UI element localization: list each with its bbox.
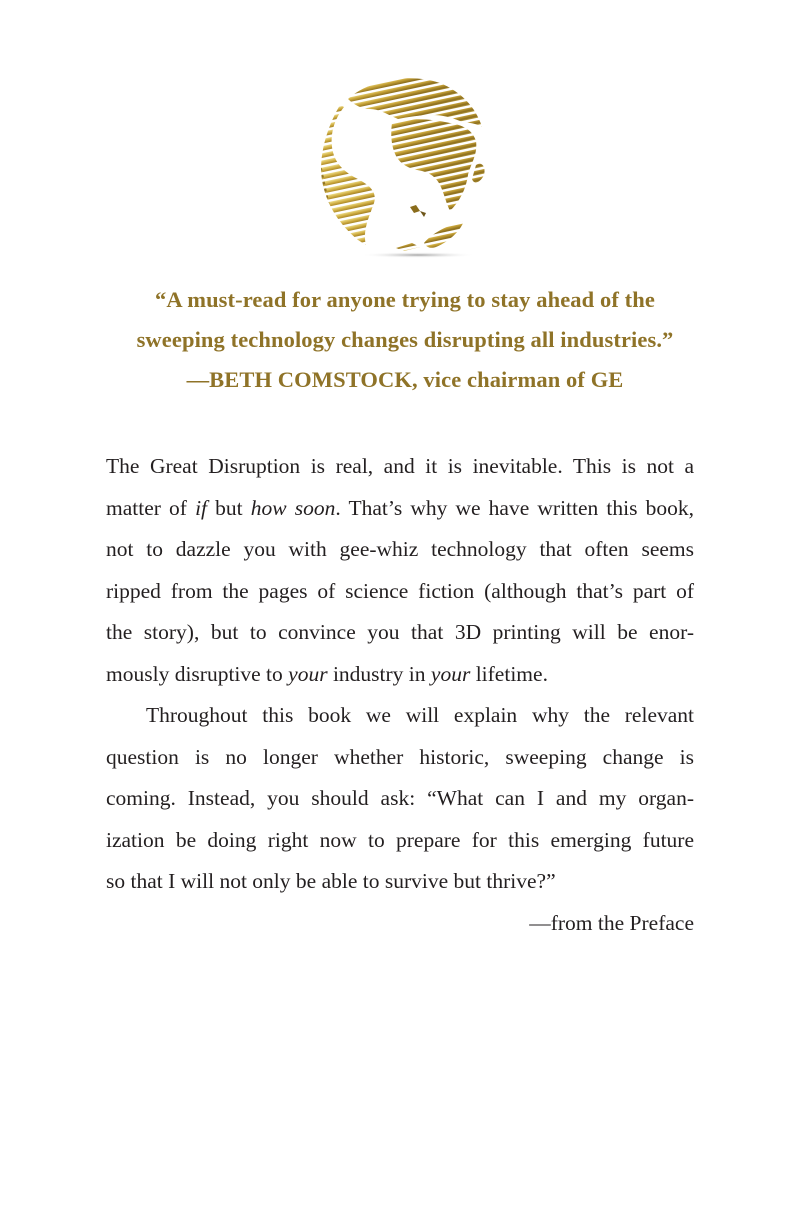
preface-excerpt bbox=[106, 446, 694, 944]
text-line: The Great Disruption is real, and it is inevitable. This is not a bbox=[106, 454, 694, 478]
text-line: matter of if but how soon. That’s why we have written this book, bbox=[106, 495, 694, 520]
text-line: the story), but to convince you that 3D printing will be enor- bbox=[106, 620, 694, 644]
text-line: question is no longer whether historic, sweeping change is bbox=[106, 744, 694, 769]
endorsement-attribution: —BETH COMSTOCK, vice chairman of GE bbox=[186, 367, 624, 392]
text-line: coming. Instead, you should ask: “What can I and my organ- bbox=[106, 786, 694, 810]
text-line: not to dazzle you with gee-whiz technology that often seems bbox=[106, 537, 694, 561]
paragraph-2 bbox=[106, 695, 694, 903]
source-attribution: —from the Preface bbox=[529, 910, 694, 935]
endorsement-line-1: “A must-read for anyone trying to stay ahead of the bbox=[155, 287, 655, 312]
emphasis: your bbox=[430, 661, 471, 686]
text-line: ripped from the pages of science fiction (although that’s part of bbox=[106, 578, 694, 603]
emphasis: your bbox=[288, 661, 328, 686]
text-line: ization be doing right now to prepare for this emerging future bbox=[106, 827, 694, 852]
gold-globe-icon bbox=[300, 65, 500, 265]
text-line: mously disruptive to your industry in your lifetime. bbox=[106, 661, 548, 686]
text-line: Throughout this book we will explain why the relevant bbox=[146, 703, 694, 727]
text-line: so that I will not only be able to survive but thrive?” bbox=[106, 869, 556, 893]
endorsement-line-2: sweeping technology changes disrupting all industries.” bbox=[136, 327, 674, 352]
emphasis: how soon bbox=[250, 495, 336, 520]
paragraph-1 bbox=[106, 446, 694, 695]
emphasis: if bbox=[195, 495, 208, 520]
endorsement-quote bbox=[100, 280, 710, 400]
